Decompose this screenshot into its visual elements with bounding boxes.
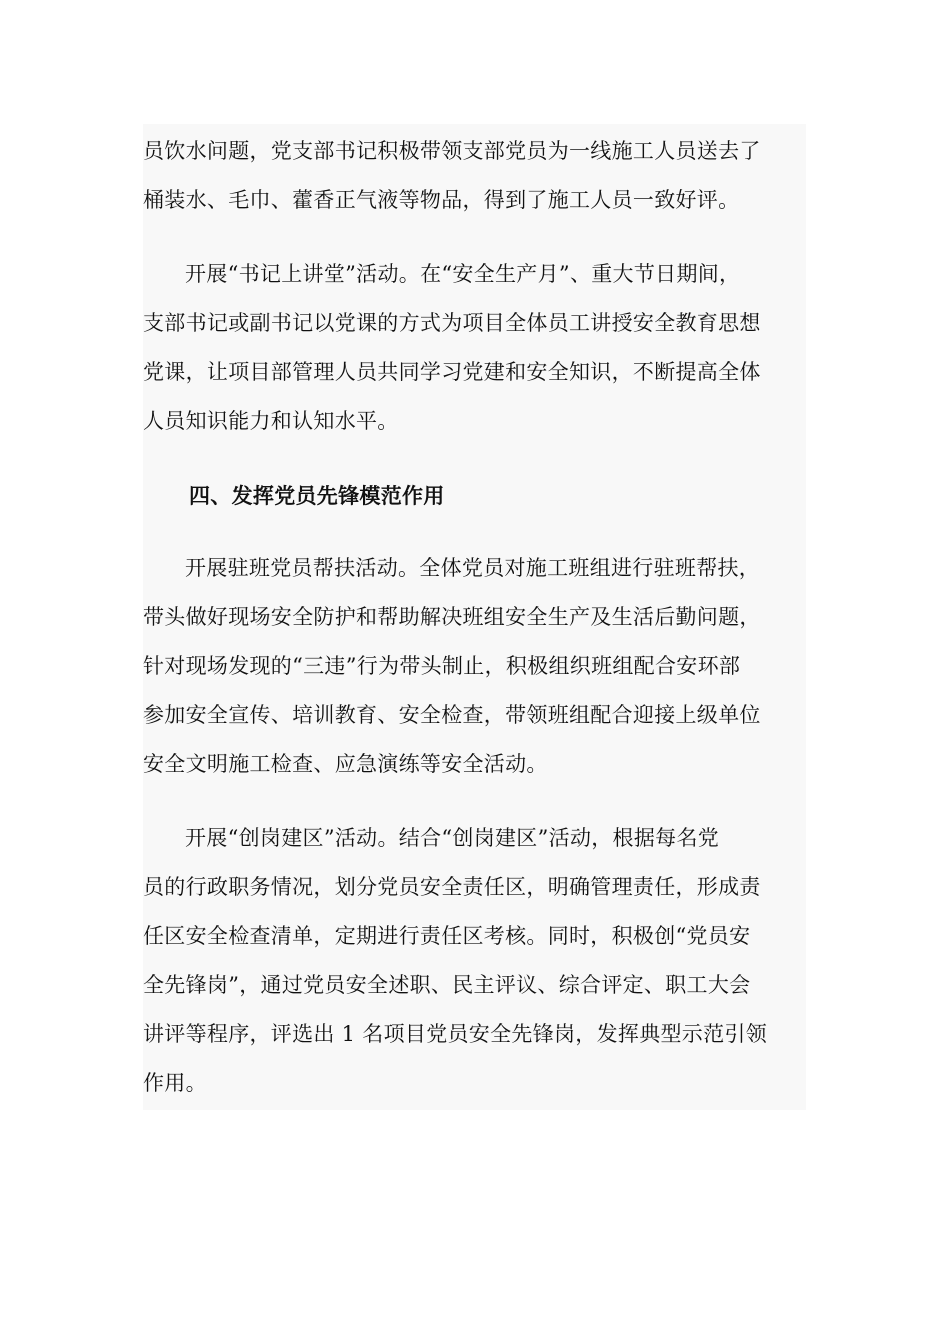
paragraph-1-line-2: 桶装水、毛巾、藿香正气液等物品，得到了施工人员一致好评。 [143, 188, 740, 212]
paragraph-3-line-2: 带头做好现场安全防护和帮助解决班组安全生产及生活后勤问题， [143, 605, 761, 629]
section-heading: 四、发挥党员先锋模范作用 [189, 484, 445, 508]
paragraph-2-line-3: 党课，让项目部管理人员共同学习党建和安全知识，不断提高全体 [143, 360, 761, 384]
paragraph-4-line-2: 员的行政职务情况，划分党员安全责任区，明确管理责任，形成责 [143, 875, 761, 899]
paragraph-4-line-1: 开展“创岗建区”活动。结合“创岗建区”活动，根据每名党 [185, 826, 720, 850]
paragraph-4-line-3: 任区安全检查清单，定期进行责任区考核。同时，积极创“党员安 [143, 924, 751, 948]
paragraph-2-line-1: 开展“书记上讲堂”活动。在“安全生产月”、重大节日期间， [185, 262, 741, 286]
paragraph-4-line-5: 讲评等程序，评选出 1 名项目党员安全先锋岗，发挥典型示范引领 [143, 1022, 768, 1046]
paragraph-4-line-4: 全先锋岗”，通过党员安全述职、民主评议、综合评定、职工大会 [143, 973, 751, 997]
paragraph-2-line-4: 人员知识能力和认知水平。 [143, 409, 399, 433]
paragraph-3-line-3: 针对现场发现的“三违”行为带头制止，积极组织班组配合安环部 [143, 654, 741, 678]
paragraph-2-line-2: 支部书记或副书记以党课的方式为项目全体员工讲授安全教育思想 [143, 311, 761, 335]
paragraph-3-line-1: 开展驻班党员帮扶活动。全体党员对施工班组进行驻班帮扶， [185, 556, 761, 580]
paragraph-1-line-1: 员饮水问题，党支部书记积极带领支部党员为一线施工人员送去了 [143, 139, 761, 163]
paragraph-4-line-6: 作用。 [143, 1071, 207, 1095]
paragraph-3-line-4: 参加安全宣传、培训教育、安全检查，带领班组配合迎接上级单位 [143, 703, 761, 727]
paragraph-3-line-5: 安全文明施工检查、应急演练等安全活动。 [143, 752, 548, 776]
